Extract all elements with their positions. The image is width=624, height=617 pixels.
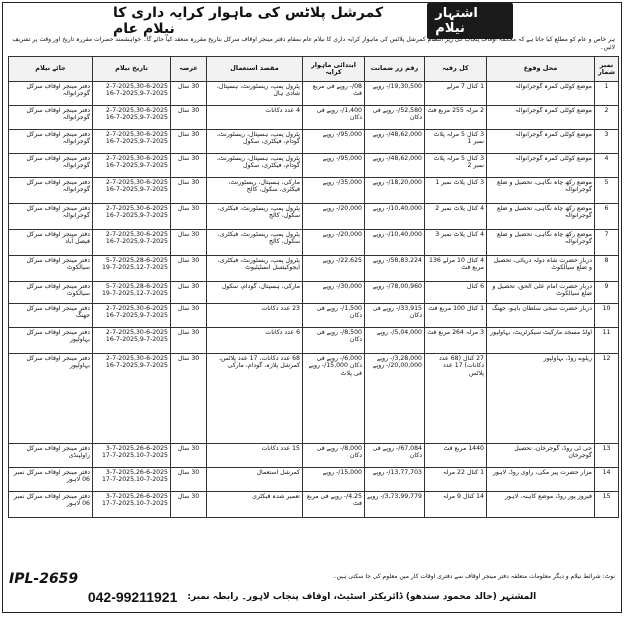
row-number: 3	[595, 130, 619, 154]
purpose-cell: 15 عدد دکانات	[207, 444, 303, 468]
table-row	[9, 130, 619, 154]
header	[113, 7, 513, 35]
venue-cell: دفتر مینجر اوقاف سرکل راولپنڈی	[9, 444, 93, 468]
table-row	[9, 282, 619, 304]
table-row	[9, 354, 619, 444]
rent-cell: 35,000/- روپے	[303, 178, 365, 204]
security-cell: 3,28,000/- روپے 20,00,000/- روپے	[365, 354, 425, 444]
security-cell: 58,83,224/- روپے	[365, 256, 425, 282]
venue-cell: دفتر مینجر اوقاف سرکل گوجرانوالہ	[9, 204, 93, 230]
rent-cell: 30,000/- روپے	[303, 282, 365, 304]
table-row	[9, 468, 619, 492]
dates-cell: 2-7-2025,30-6-2025 16-7-2025,9-7-2025	[93, 178, 171, 204]
ipl-number: IPL-2659	[9, 571, 79, 587]
dates-cell: 2-7-2025,30-6-2025 16-7-2025,9-7-2025	[93, 204, 171, 230]
location-cell: موضع کوٹلی کمرہ گوجرانوالہ	[487, 130, 595, 154]
purpose-cell: 4 عدد دکانات	[207, 106, 303, 130]
location-cell: موضع کوٹلی کمرہ گوجرانوالہ	[487, 82, 595, 106]
table-row	[9, 178, 619, 204]
column-header: عرصہ	[171, 57, 207, 82]
column-header: جائے نیلام	[9, 57, 93, 82]
row-number: 15	[595, 492, 619, 518]
dates-cell: 5-7-2025,28-6-2025 19-7-2025,12-7-2025	[93, 282, 171, 304]
purpose-cell: مارکی، ہسپتال، گودام، سکول	[207, 282, 303, 304]
dates-cell: 3-7-2025,26-6-2025 17-7-2025,10-7-2025	[93, 444, 171, 468]
notice-title: کمرشل پلاٹس کی ماہوار کرایہ داری کا نیلام عام	[113, 5, 384, 37]
area-cell: 1 کنال 22 مرلہ	[425, 468, 487, 492]
location-cell: مزار حضرت پیر مکی، راوی روڈ، لاہور	[487, 468, 595, 492]
term-cell: 30 سال	[171, 82, 207, 106]
security-cell: 18,20,000/- روپے	[365, 178, 425, 204]
table-row	[9, 256, 619, 282]
security-cell: 19,30,500/- روپے	[365, 82, 425, 106]
location-cell: جی ٹی روڈ، گوجرخان، تحصیل گوجرخان	[487, 444, 595, 468]
rent-cell: 1,500/- روپے فی دکان	[303, 304, 365, 328]
area-cell: 1 کنال 7 مرلے	[425, 82, 487, 106]
dates-cell: 2-7-2025,30-6-2025 16-7-2025,9-7-2025	[93, 82, 171, 106]
dates-cell: 2-7-2025,30-6-2025 16-7-2025,9-7-2025	[93, 230, 171, 256]
rent-cell: 20,000/- روپے	[303, 204, 365, 230]
rent-cell: 08/- روپے فی مربع فٹ	[303, 82, 365, 106]
table-row	[9, 304, 619, 328]
row-number: 14	[595, 468, 619, 492]
location-cell: دربار حضرت امام علی الحق، تحصیل و ضلع سیالکوٹ	[487, 282, 595, 304]
term-cell: 30 سال	[171, 154, 207, 178]
term-cell: 30 سال	[171, 204, 207, 230]
security-cell: 67,084/- روپے فی دکان	[365, 444, 425, 468]
security-cell: 13,77,703/- روپے	[365, 468, 425, 492]
table-row	[9, 82, 619, 106]
column-header: محل وقوع	[487, 57, 595, 82]
location-cell: دربار حضرت شاہ دولہ دریائی، تحصیل و ضلع سیالکوٹ	[487, 256, 595, 282]
column-header: ابتدائی ماہوار کرایہ	[303, 57, 365, 82]
purpose-cell: مارکی، ہسپتال، ریسٹورنٹ، فیکٹری، سکول، کالج	[207, 178, 303, 204]
column-header: نمبر شمار	[595, 57, 619, 82]
location-cell: ریلوے روڈ، بہاولپور	[487, 354, 595, 444]
location-cell: اولڈ مسجد مارکیٹ سیکرٹریٹ، بہاولپور	[487, 328, 595, 354]
security-cell: 3,73,99,779/- روپے	[365, 492, 425, 518]
area-cell: 3 کنال 5 مرلہ پلاٹ نمبر 2	[425, 154, 487, 178]
dates-cell: 3-7-2025,26-6-2025 17-7-2025,10-7-2025	[93, 468, 171, 492]
area-cell: 2 مرلہ 255 مربع فٹ	[425, 106, 487, 130]
venue-cell: دفتر مینجر اوقاف سرکل گوجرانوالہ	[9, 82, 93, 106]
row-number: 5	[595, 178, 619, 204]
table-row	[9, 230, 619, 256]
table-row	[9, 106, 619, 130]
location-cell: موضع کوٹلی کمرہ گوجرانوالہ	[487, 154, 595, 178]
rent-cell: 95,000/- روپے	[303, 130, 365, 154]
rent-cell: 15,000/- روپے	[303, 468, 365, 492]
area-cell: 1440 مربع فٹ	[425, 444, 487, 468]
venue-cell: دفتر مینجر اوقاف سرکل گوجرانوالہ	[9, 154, 93, 178]
row-number: 1	[595, 82, 619, 106]
rent-cell: 95,000/- روپے	[303, 154, 365, 178]
purpose-cell: پٹرول پمپ، ریسٹورنٹ، ہسپتال، شادی ہال	[207, 82, 303, 106]
table-row	[9, 444, 619, 468]
location-cell: دربار حضرت سخی سلطان باہو، جھنگ	[487, 304, 595, 328]
location-cell: موضع رکھ چاہ نگاہی، تحصیل و ضلع گوجرانوالہ	[487, 178, 595, 204]
security-cell: 78,00,960/- روپے	[365, 282, 425, 304]
area-cell: 14 کنال 9 مرلہ	[425, 492, 487, 518]
rent-cell: 8,000/- روپے فی دکان	[303, 444, 365, 468]
security-cell: 10,40,000/- روپے	[365, 204, 425, 230]
purpose-cell: پٹرول پمپ، ریسٹورنٹ، فیکٹری، سکول، کالج	[207, 230, 303, 256]
term-cell: 30 سال	[171, 230, 207, 256]
venue-cell: دفتر مینجر اوقاف سرکل جھنگ	[9, 304, 93, 328]
purpose-cell: پٹرول پمپ، ہسپتال، ریسٹورنٹ، گودام، فیکٹری، سکول	[207, 130, 303, 154]
area-cell: 4 کنال پلاٹ نمبر 3	[425, 230, 487, 256]
area-cell: 4 کنال 10 مرلے 136 مربع فٹ	[425, 256, 487, 282]
dates-cell: 2-7-2025,30-6-2025 16-7-2025,9-7-2025	[93, 304, 171, 328]
term-cell: 30 سال	[171, 468, 207, 492]
venue-cell: دفتر مینجر اوقاف سرکل فیصل آباد	[9, 230, 93, 256]
venue-cell: دفتر مینجر اوقاف سرکل سیالکوٹ	[9, 256, 93, 282]
location-cell: فیروز پور روڈ، موضع کاہنہ، لاہور	[487, 492, 595, 518]
row-number: 11	[595, 328, 619, 354]
row-number: 9	[595, 282, 619, 304]
dates-cell: 2-7-2025,30-6-2025 16-7-2025,9-7-2025	[93, 354, 171, 444]
venue-cell: دفتر مینجر اوقاف سرکل گوجرانوالہ	[9, 106, 93, 130]
notice-banner: اشتہار نیلام	[427, 3, 513, 39]
row-number: 10	[595, 304, 619, 328]
dates-cell: 2-7-2025,30-6-2025 16-7-2025,9-7-2025	[93, 130, 171, 154]
row-number: 4	[595, 154, 619, 178]
row-number: 12	[595, 354, 619, 444]
security-cell: 33,915/- روپے فی دکان	[365, 304, 425, 328]
row-number: 13	[595, 444, 619, 468]
dates-cell: 2-7-2025,30-6-2025 16-7-2025,9-7-2025	[93, 106, 171, 130]
table-row	[9, 204, 619, 230]
purpose-cell: 68 عدد دکانات، 17 عدد پلاٹس، کمرشل پلازہ، گودام، مارکی	[207, 354, 303, 444]
term-cell: 30 سال	[171, 282, 207, 304]
table-row	[9, 328, 619, 354]
term-cell: 30 سال	[171, 328, 207, 354]
dates-cell: 2-7-2025,30-6-2025 16-7-2025,9-7-2025	[93, 154, 171, 178]
security-cell: 48,62,000/- روپے	[365, 154, 425, 178]
term-cell: 30 سال	[171, 492, 207, 518]
signature-bar	[9, 586, 615, 608]
row-number: 7	[595, 230, 619, 256]
rent-cell: 20,000/- روپے	[303, 230, 365, 256]
location-cell: موضع کوٹلی کمرہ گوجرانوالہ	[487, 106, 595, 130]
purpose-cell: 23 عدد دکانات	[207, 304, 303, 328]
purpose-cell: پٹرول پمپ، ریسٹورنٹ، فیکٹری، ایجوکیشنل انسٹیٹیوٹ	[207, 256, 303, 282]
area-cell: 3 کنال 5 مرلہ پلاٹ نمبر 1	[425, 130, 487, 154]
term-cell: 30 سال	[171, 106, 207, 130]
column-header: کل رقبہ	[425, 57, 487, 82]
table-row	[9, 492, 619, 518]
row-number: 2	[595, 106, 619, 130]
area-cell: 6 کنال	[425, 282, 487, 304]
term-cell: 30 سال	[171, 354, 207, 444]
rent-cell: 1,400/- روپے فی دکان	[303, 106, 365, 130]
security-cell: 10,40,000/- روپے	[365, 230, 425, 256]
purpose-cell: کمرشل استعمال	[207, 468, 303, 492]
term-cell: 30 سال	[171, 304, 207, 328]
purpose-cell: پٹرول پمپ، ہسپتال، ریسٹورنٹ، گودام، فیکٹری، سکول	[207, 154, 303, 178]
purpose-cell: پٹرول پمپ، ریسٹورنٹ، فیکٹری، سکول، کالج	[207, 204, 303, 230]
venue-cell: دفتر مینجر اوقاف سرکل بہاولپور	[9, 328, 93, 354]
term-cell: 30 سال	[171, 444, 207, 468]
location-cell: موضع رکھ چاہ نگاہی، تحصیل و ضلع گوجرانوالہ	[487, 230, 595, 256]
row-number: 6	[595, 204, 619, 230]
dates-cell: 3-7-2025,26-6-2025 17-7-2025,10-7-2025	[93, 492, 171, 518]
column-header: مقصد استعمال	[207, 57, 303, 82]
area-cell: 4 کنال پلاٹ نمبر 2	[425, 204, 487, 230]
venue-cell: دفتر مینجر اوقاف سرکل نمبر 06 لاہور	[9, 468, 93, 492]
rent-cell: 6,000/- روپے فی دکان 15,000/- روپے فی پلاٹ	[303, 354, 365, 444]
rent-cell: 4.25/- روپے فی مربع فٹ	[303, 492, 365, 518]
area-cell: 3 کنال پلاٹ نمبر 1	[425, 178, 487, 204]
venue-cell: دفتر مینجر اوقاف سرکل گوجرانوالہ	[9, 178, 93, 204]
venue-cell: دفتر مینجر اوقاف سرکل گوجرانوالہ	[9, 130, 93, 154]
row-number: 8	[595, 256, 619, 282]
area-cell: 1 کنال 100 مربع فٹ	[425, 304, 487, 328]
signer: المشتہر (خالد محمود سندھو) ڈائریکٹر اسٹیٹ، اوقاف پنجاب لاہور۔ رابطہ نمبر:	[187, 592, 537, 602]
security-cell: 5,04,000/- روپے	[365, 328, 425, 354]
security-cell: 48,62,000/- روپے	[365, 130, 425, 154]
venue-cell: دفتر مینجر اوقاف سرکل نمبر 06 لاہور	[9, 492, 93, 518]
term-cell: 30 سال	[171, 130, 207, 154]
purpose-cell: 6 عدد دکانات	[207, 328, 303, 354]
auction-table	[8, 56, 619, 518]
area-cell: 27 کنال (68 عدد دکانات) 17 عدد پلاٹس	[425, 354, 487, 444]
rent-cell: 22,625/- روپے	[303, 256, 365, 282]
security-cell: 52,580/- روپے فی دکان	[365, 106, 425, 130]
intro-text: ہر خاص و عام کو مطلع کیا جاتا ہے کہ محکمہ اوقاف پنجاب کی زیر انتظام کمرشل پلاٹس کی ماہوار کرایہ داری کا نیلام عام بمقام دفتر مینجر اوقاف سرکل بتاریخ مقررہ منعقد کیا جائے گا۔ خواہشمند حضرات مقررہ تاریخ اور وقت پر تشریف لائیں۔	[12, 36, 615, 51]
term-cell: 30 سال	[171, 256, 207, 282]
column-header: رقم زر ضمانت	[365, 57, 425, 82]
column-header: تاریخ نیلام	[93, 57, 171, 82]
table-row	[9, 154, 619, 178]
dates-cell: 5-7-2025,28-6-2025 19-7-2025,12-7-2025	[93, 256, 171, 282]
area-cell: 3 مرلہ 264 مربع فٹ	[425, 328, 487, 354]
purpose-cell: تعمیر شدہ فیکٹری	[207, 492, 303, 518]
venue-cell: دفتر مینجر اوقاف سرکل بہاولپور	[9, 354, 93, 444]
venue-cell: دفتر مینجر اوقاف سرکل سیالکوٹ	[9, 282, 93, 304]
location-cell: موضع رکھ چاہ نگاہی، تحصیل و ضلع گوجرانوالہ	[487, 204, 595, 230]
dates-cell: 2-7-2025,30-6-2025 16-7-2025,9-7-2025	[93, 328, 171, 354]
footer-note: نوٹ: شرائط نیلام و دیگر معلومات متعلقہ دفتر مینجر اوقاف سے دفتری اوقات کار میں معلوم کی جا سکتی ہیں۔	[332, 573, 615, 580]
term-cell: 30 سال	[171, 178, 207, 204]
contact-phone: 042-99211921	[87, 589, 178, 605]
table-header-row	[9, 57, 619, 82]
auction-notice	[2, 2, 622, 613]
rent-cell: 8,500/- روپے فی دکان	[303, 328, 365, 354]
